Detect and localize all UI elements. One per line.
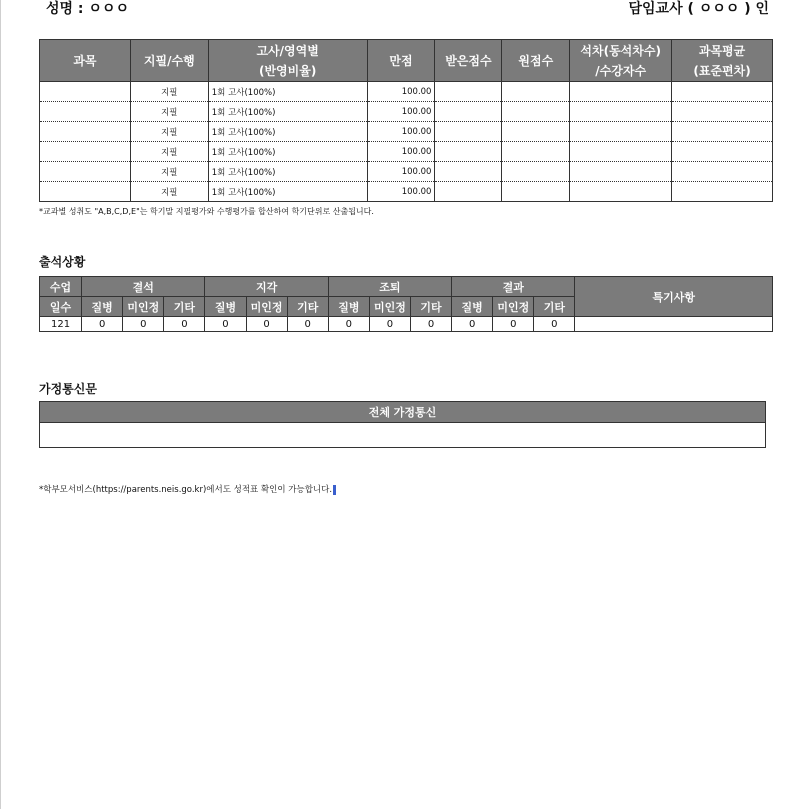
cell-type: 지필 bbox=[130, 102, 208, 122]
footer-note bbox=[39, 483, 336, 495]
col-subject: 과목 bbox=[40, 40, 131, 82]
days-label-top: 수업 bbox=[40, 277, 82, 297]
sub-illness: 질병 bbox=[205, 297, 246, 317]
cell-subject bbox=[40, 102, 131, 122]
cell-type: 지필 bbox=[130, 122, 208, 142]
cell-average bbox=[672, 102, 773, 122]
cell-raw bbox=[502, 102, 570, 122]
attendance-value-row bbox=[40, 317, 773, 332]
table-row bbox=[40, 82, 773, 102]
attendance-value: 0 bbox=[534, 317, 575, 332]
col-received: 받은점수 bbox=[435, 40, 502, 82]
cell-rank bbox=[570, 182, 672, 202]
col-max: 만점 bbox=[367, 40, 435, 82]
sub-unauthorized: 미인정 bbox=[369, 297, 410, 317]
cell-exam: 1회 고사(100%) bbox=[208, 182, 367, 202]
cell-raw bbox=[502, 182, 570, 202]
cell-type: 지필 bbox=[130, 82, 208, 102]
group-early-leave: 조퇴 bbox=[328, 277, 451, 297]
home-letter-table bbox=[39, 401, 766, 448]
col-raw: 원점수 bbox=[502, 40, 570, 82]
cell-max: 100.00 bbox=[367, 162, 435, 182]
attendance-value: 0 bbox=[82, 317, 123, 332]
sub-unauthorized: 미인정 bbox=[246, 297, 287, 317]
grades-note: *교과별 성취도 "A,B,C,D,E"는 학기말 지필평가와 수행평가를 합산하여 학기단위로 산출됩니다. bbox=[39, 207, 374, 216]
cell-exam: 1회 고사(100%) bbox=[208, 122, 367, 142]
group-late: 지각 bbox=[205, 277, 328, 297]
cell-average bbox=[672, 162, 773, 182]
group-missed-class: 결과 bbox=[452, 277, 575, 297]
home-letter-content bbox=[40, 423, 766, 448]
attendance-value: 0 bbox=[410, 317, 451, 332]
attendance-value: 0 bbox=[328, 317, 369, 332]
text-cursor bbox=[333, 485, 336, 495]
remarks-label: 특기사항 bbox=[575, 277, 773, 317]
table-row bbox=[40, 162, 773, 182]
cell-rank bbox=[570, 162, 672, 182]
cell-subject bbox=[40, 82, 131, 102]
attendance-value: 0 bbox=[452, 317, 493, 332]
sub-unauthorized: 미인정 bbox=[493, 297, 534, 317]
attendance-value: 0 bbox=[287, 317, 328, 332]
attendance-value: 0 bbox=[205, 317, 246, 332]
cell-raw bbox=[502, 162, 570, 182]
sub-illness: 질병 bbox=[82, 297, 123, 317]
cell-received bbox=[435, 162, 502, 182]
cell-exam: 1회 고사(100%) bbox=[208, 102, 367, 122]
cell-max: 100.00 bbox=[367, 102, 435, 122]
table-row bbox=[40, 122, 773, 142]
cell-max: 100.00 bbox=[367, 82, 435, 102]
school-days-value: 121 bbox=[40, 317, 82, 332]
remarks-value bbox=[575, 317, 773, 332]
cell-max: 100.00 bbox=[367, 142, 435, 162]
table-row bbox=[40, 102, 773, 122]
cell-subject bbox=[40, 142, 131, 162]
report-header bbox=[46, 0, 769, 20]
homeroom-teacher: 담임교사 ( ㅇㅇㅇ ) 인 bbox=[628, 1, 769, 17]
grades-table bbox=[39, 39, 773, 202]
cell-exam: 1회 고사(100%) bbox=[208, 82, 367, 102]
cell-received bbox=[435, 182, 502, 202]
sub-other: 기타 bbox=[410, 297, 451, 317]
attendance-value: 0 bbox=[246, 317, 287, 332]
group-absence: 결석 bbox=[82, 277, 205, 297]
col-rank: 석차(동석차수) /수강자수 bbox=[570, 40, 672, 82]
cell-rank bbox=[570, 82, 672, 102]
attendance-table bbox=[39, 276, 773, 332]
attendance-header-row bbox=[40, 277, 773, 297]
cell-exam: 1회 고사(100%) bbox=[208, 142, 367, 162]
attendance-value: 0 bbox=[123, 317, 164, 332]
cell-subject bbox=[40, 182, 131, 202]
col-exam: 고사/영역별 (반영비율) bbox=[208, 40, 367, 82]
sub-other: 기타 bbox=[164, 297, 205, 317]
sub-other: 기타 bbox=[534, 297, 575, 317]
days-label-bottom: 일수 bbox=[40, 297, 82, 317]
attendance-value: 0 bbox=[369, 317, 410, 332]
col-type: 지필/수행 bbox=[130, 40, 208, 82]
cell-type: 지필 bbox=[130, 182, 208, 202]
sub-illness: 질병 bbox=[328, 297, 369, 317]
grades-header-row bbox=[40, 40, 773, 82]
footer-note-text: *학부모서비스(https://parents.neis.go.kr)에서도 성적표 확인이 가능합니다. bbox=[39, 485, 333, 495]
table-row bbox=[40, 142, 773, 162]
sub-unauthorized: 미인정 bbox=[123, 297, 164, 317]
table-row bbox=[40, 182, 773, 202]
cell-average bbox=[672, 182, 773, 202]
cell-average bbox=[672, 122, 773, 142]
cell-subject bbox=[40, 122, 131, 142]
cell-exam: 1회 고사(100%) bbox=[208, 162, 367, 182]
attendance-title: 출석상황 bbox=[39, 255, 86, 269]
home-letter-header: 전체 가정통신 bbox=[40, 402, 766, 423]
cell-rank bbox=[570, 102, 672, 122]
cell-received bbox=[435, 82, 502, 102]
attendance-value: 0 bbox=[493, 317, 534, 332]
cell-raw bbox=[502, 122, 570, 142]
col-average: 과목평균 (표준편차) bbox=[672, 40, 773, 82]
cell-received bbox=[435, 142, 502, 162]
home-letter-title: 가정통신문 bbox=[39, 382, 97, 396]
sub-other: 기타 bbox=[287, 297, 328, 317]
cell-subject bbox=[40, 162, 131, 182]
sub-illness: 질병 bbox=[452, 297, 493, 317]
page-left-border bbox=[0, 0, 1, 809]
cell-raw bbox=[502, 142, 570, 162]
cell-max: 100.00 bbox=[367, 182, 435, 202]
cell-average bbox=[672, 142, 773, 162]
cell-average bbox=[672, 82, 773, 102]
cell-rank bbox=[570, 122, 672, 142]
cell-type: 지필 bbox=[130, 142, 208, 162]
cell-raw bbox=[502, 82, 570, 102]
student-name: 성명 : ㅇㅇㅇ bbox=[46, 1, 129, 17]
cell-rank bbox=[570, 142, 672, 162]
attendance-value: 0 bbox=[164, 317, 205, 332]
cell-max: 100.00 bbox=[367, 122, 435, 142]
cell-type: 지필 bbox=[130, 162, 208, 182]
cell-received bbox=[435, 122, 502, 142]
cell-received bbox=[435, 102, 502, 122]
